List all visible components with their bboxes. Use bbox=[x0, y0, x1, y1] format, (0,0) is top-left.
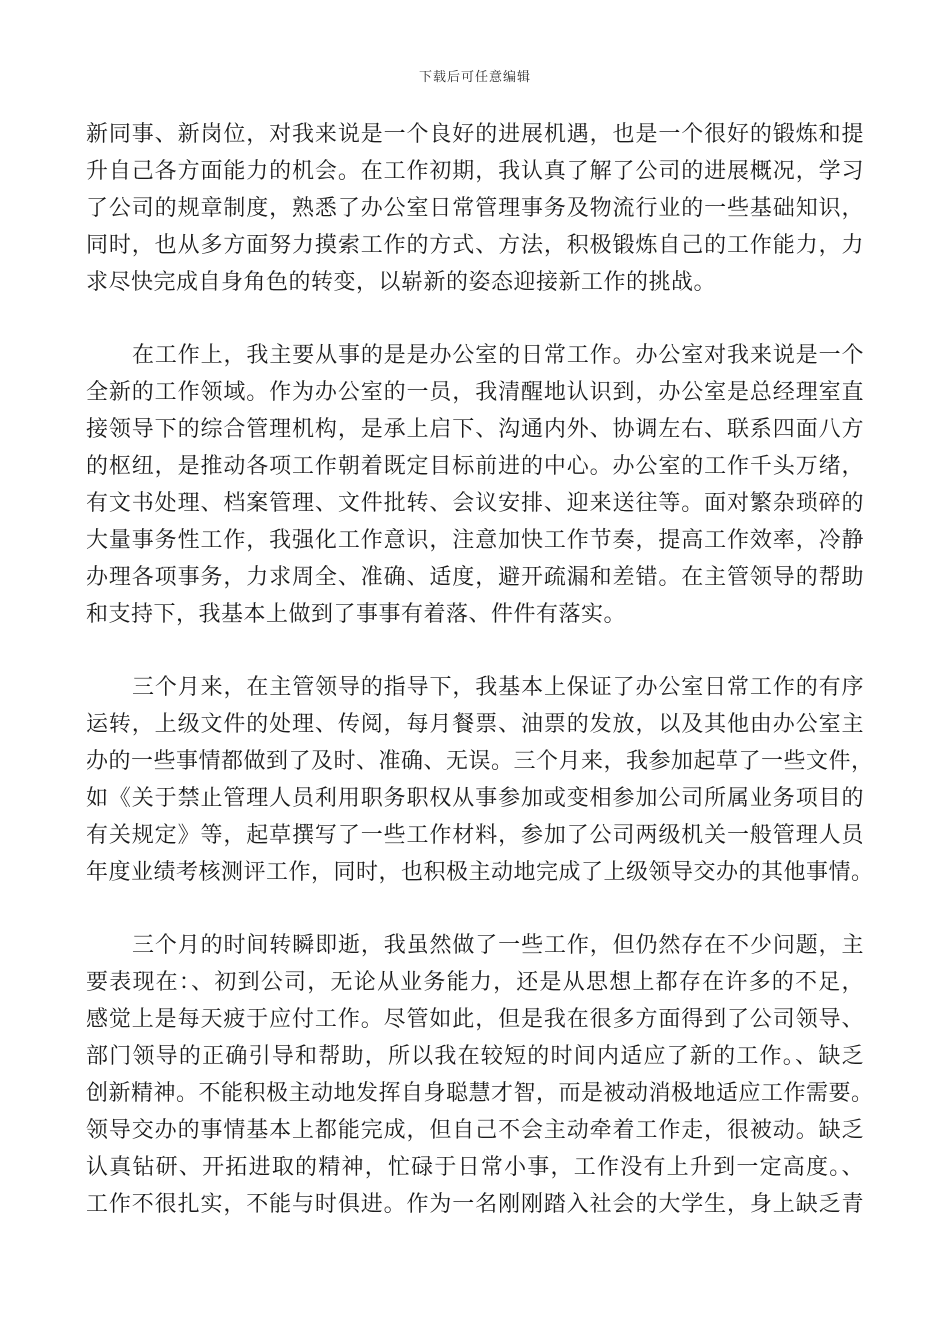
text-line: 年度业绩考核测评工作，同时，也积极主动地完成了上级领导交办的其他事情。 bbox=[86, 860, 874, 885]
text-line: 接领导下的综合管理机构，是承上启下、沟通内外、协调左右、联系四面八方 bbox=[86, 417, 864, 442]
text-line: 和支持下，我基本上做到了事事有着落、件件有落实。 bbox=[86, 602, 627, 627]
text-line: 领导交办的事情基本上都能完成，但自己不会主动牵着工作走，很被动。缺乏 bbox=[86, 1118, 864, 1143]
text-line: 全新的工作领域。作为办公室的一员，我清醒地认识到，办公室是总经理室直 bbox=[86, 380, 864, 405]
text-line: 如《关于禁止管理人员利用职务职权从事参加或变相参加公司所属业务项目的 bbox=[86, 786, 864, 811]
text-line: 运转，上级文件的处理、传阅，每月餐票、油票的发放，以及其他由办公室主 bbox=[86, 712, 864, 737]
paragraph-3 bbox=[86, 669, 874, 891]
text-line: 大量事务性工作，我强化工作意识，注意加快工作节奏，提高工作效率，冷静 bbox=[86, 528, 864, 553]
text-line: 认真钻研、开拓进取的精神，忙碌于日常小事，工作没有上升到一定高度。、 bbox=[86, 1155, 864, 1180]
text-line: 有关规定》等，起草撰写了一些工作材料，参加了公司两级机关一般管理人员 bbox=[86, 823, 864, 848]
text-line: 升自己各方面能力的机会。在工作初期，我认真了解了公司的进展概况，学习 bbox=[86, 159, 864, 184]
paragraph-4 bbox=[86, 927, 874, 1223]
page-header: 下载后可任意编辑 bbox=[418, 70, 531, 85]
text-line: 三个月的时间转瞬即逝，我虽然做了一些工作，但仍然存在不少问题，主 bbox=[132, 933, 864, 958]
text-line: 求尽快完成自身角色的转变，以崭新的姿态迎接新工作的挑战。 bbox=[86, 270, 717, 295]
text-line: 部门领导的正确引导和帮助，所以我在较短的时间内适应了新的工作。、缺乏 bbox=[86, 1044, 864, 1069]
text-line: 了公司的规章制度，熟悉了办公室日常管理事务及物流行业的一些基础知识， bbox=[86, 196, 864, 221]
paragraph-2 bbox=[86, 337, 864, 633]
text-line: 工作不很扎实，不能与时俱进。作为一名刚刚踏入社会的大学生，身上缺乏青 bbox=[86, 1192, 864, 1217]
text-line: 有文书处理、档案管理、文件批转、会议安排、迎来送往等。面对繁杂琐碎的 bbox=[86, 491, 864, 516]
text-line: 要表现在：、初到公司，无论从业务能力，还是从思想上都存在许多的不足， bbox=[86, 970, 864, 995]
document-body bbox=[86, 116, 874, 1259]
text-line: 办的一些事情都做到了及时、准确、无误。三个月来，我参加起草了一些文件， bbox=[86, 749, 874, 774]
text-line: 感觉上是每天疲于应付工作。尽管如此，但是我在很多方面得到了公司领导、 bbox=[86, 1007, 864, 1032]
text-line: 办理各项事务，力求周全、准确、适度，避开疏漏和差错。在主管领导的帮助 bbox=[86, 565, 864, 590]
text-line: 在工作上，我主要从事的是是办公室的日常工作。办公室对我来说是一个 bbox=[132, 343, 864, 368]
text-line: 三个月来，在主管领导的指导下，我基本上保证了办公室日常工作的有序 bbox=[132, 675, 864, 700]
text-line: 新同事、新岗位，对我来说是一个良好的进展机遇，也是一个很好的锻炼和提 bbox=[86, 122, 864, 147]
text-line: 同时，也从多方面努力摸索工作的方式、方法，积极锻炼自己的工作能力，力 bbox=[86, 233, 864, 258]
text-line: 的枢纽，是推动各项工作朝着既定目标前进的中心。办公室的工作千头万绪， bbox=[86, 454, 864, 479]
paragraph-1 bbox=[86, 116, 864, 301]
text-line: 创新精神。不能积极主动地发挥自身聪慧才智，而是被动消极地适应工作需要。 bbox=[86, 1081, 874, 1106]
